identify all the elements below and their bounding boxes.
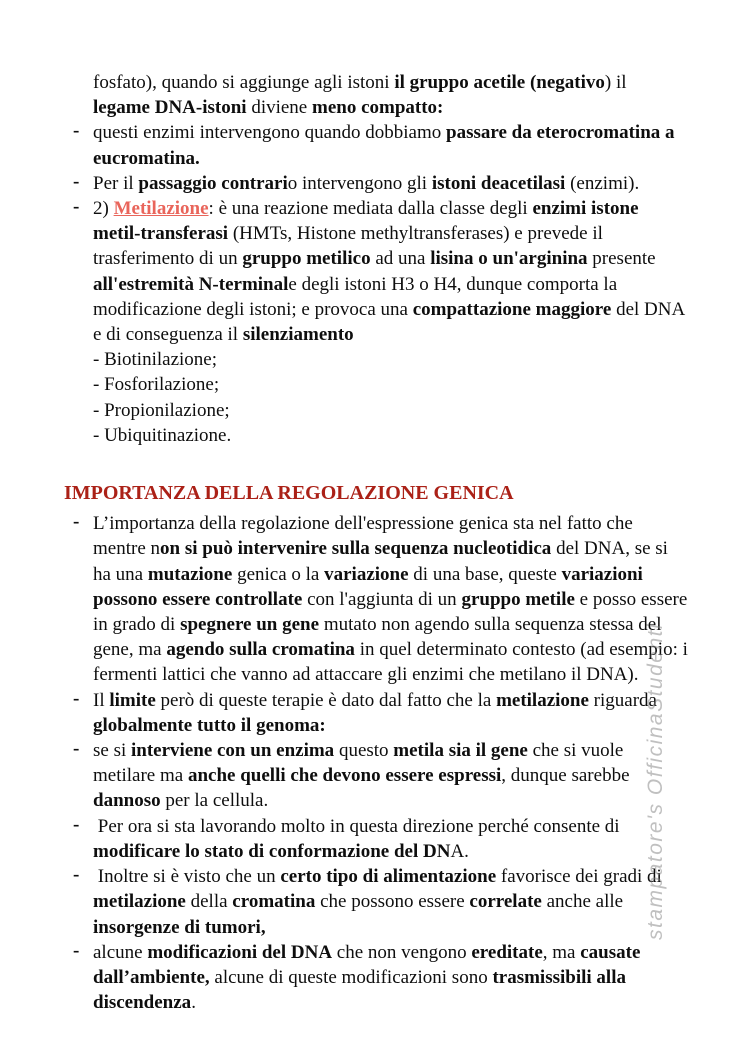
bullet-item xyxy=(64,940,688,1016)
sub-list-item xyxy=(64,423,688,448)
text-run: - Fosforilazione; xyxy=(93,374,220,396)
text-run: metila sia il gene xyxy=(393,740,528,762)
text-run: e posso essere in grado di xyxy=(93,588,688,636)
text-run: - Biotinilazione; xyxy=(93,349,218,371)
text-run: questi enzimi intervengono quando dobbiamo xyxy=(93,122,447,144)
text-run: anche quelli che devono essere espressi xyxy=(187,765,502,787)
bullet-item xyxy=(64,511,688,687)
bullet-item xyxy=(64,864,688,940)
text-run: correlate xyxy=(469,891,542,913)
text-run: istoni deacetilasi xyxy=(431,172,566,194)
bullet-dash-icon: - xyxy=(73,196,80,218)
text-run: anche alle xyxy=(541,891,624,913)
text-run: metilazione xyxy=(93,891,186,913)
text-run: Per il xyxy=(93,172,139,194)
text-run: genica o la xyxy=(232,563,325,585)
bullet-item xyxy=(64,814,688,864)
text-run: variazione xyxy=(324,563,409,585)
text-run: 2) xyxy=(93,198,114,220)
text-run: che possono essere xyxy=(315,891,470,913)
text-run: ad una xyxy=(370,248,431,270)
text-run: A. xyxy=(450,840,469,862)
bullet-item xyxy=(64,738,688,814)
text-run: compattazione maggiore xyxy=(412,298,612,320)
bullet-item xyxy=(64,171,688,196)
text-run: cromatina xyxy=(232,891,316,913)
text-run: però di queste terapie è dato dal fatto che la xyxy=(155,689,497,711)
bullet-item xyxy=(64,196,688,347)
bullet-dash-icon: - xyxy=(73,864,80,886)
text-run: questo xyxy=(334,740,394,762)
text-run: causate dall’ambiente, xyxy=(93,941,641,988)
text-run: fosfato), quando si aggiunge agli istoni xyxy=(93,72,395,93)
text-run: lisina o un'arginina xyxy=(430,248,588,270)
bullet-dash-icon: - xyxy=(73,511,80,533)
text-run: alcune di queste modificazioni sono xyxy=(209,966,493,988)
text-run: , ma xyxy=(542,941,581,963)
text-run: - Ubiquitinazione. xyxy=(93,424,232,446)
text-run: interviene con un enzima xyxy=(131,740,335,762)
text-run: Il xyxy=(93,689,110,711)
text-run: passare da eterocromatina a eucromatina. xyxy=(93,122,675,169)
sub-list-item xyxy=(64,398,688,423)
text-run: della xyxy=(185,891,233,913)
text-run: insorgenze di tumori, xyxy=(93,916,266,938)
text-run: con l'aggiunta di un xyxy=(302,588,462,610)
text-run: spegnere un gene xyxy=(180,614,320,636)
text-run: - Propionilazione; xyxy=(93,399,230,421)
text-run: per la cellula. xyxy=(160,790,269,812)
text-run: che si vuole metilare ma xyxy=(93,740,624,787)
bullet-dash-icon: - xyxy=(73,120,80,142)
text-run: il gruppo acetile (negativo xyxy=(394,72,605,93)
text-run: limite xyxy=(109,689,156,711)
text-run: mutato non agendo sulla sequenza stessa del gene, ma xyxy=(93,614,662,661)
text-run: o intervengono gli xyxy=(287,172,432,194)
text-run: alcune xyxy=(93,941,148,963)
bullet-dash-icon: - xyxy=(73,170,80,192)
text-run: : è una reazione mediata dalla classe degli xyxy=(208,198,533,220)
text-run: mutazione xyxy=(147,563,233,585)
text-run: in quel determinato contesto (ad esempio: i fermenti lattici che vanno ad attaccare gli enzimi che metilano il DNA). xyxy=(93,639,688,686)
text-run: silenziamento xyxy=(242,324,354,346)
text-run: meno compatto: xyxy=(312,97,444,119)
text-run: metilazione xyxy=(496,689,589,711)
text-run: (enzimi). xyxy=(565,172,640,194)
bullet-dash-icon: - xyxy=(73,813,80,835)
bullet-dash-icon: - xyxy=(73,738,80,760)
text-run: dannoso xyxy=(93,790,161,812)
text-run: ) il xyxy=(604,72,627,93)
text-run: agendo sulla cromatina xyxy=(166,639,355,661)
bullet-dash-icon: - xyxy=(73,939,80,961)
text-run: di una base, queste xyxy=(408,563,562,585)
text-run: all'estremità N-terminal xyxy=(93,273,289,295)
text-run: ereditate xyxy=(471,941,543,963)
text-run: . xyxy=(191,992,196,1014)
watermark: stampatore's OfficinaStudenti xyxy=(644,622,667,940)
text-run: modificazioni del DNA xyxy=(147,941,333,963)
text-run: passaggio contrari xyxy=(138,172,288,194)
text-run: variazioni possono essere controllate xyxy=(93,563,643,610)
text-run: Inoltre si è visto che un xyxy=(93,866,281,888)
bullet-item xyxy=(64,688,688,738)
text-run: del DNA e di conseguenza il xyxy=(93,298,685,346)
text-run: presente xyxy=(587,248,656,270)
sub-list-item xyxy=(64,347,688,372)
text-run: Per ora si sta lavorando molto in questa direzione perché consente di xyxy=(93,815,620,837)
text-run: modificare lo stato di conformazione del DN xyxy=(93,840,451,862)
text-run: diviene xyxy=(246,97,312,119)
text-run: che non vengono xyxy=(332,941,472,963)
text-run: globalmente tutto il genoma: xyxy=(93,714,326,736)
paragraph xyxy=(64,70,688,120)
text-run: trasmissibili alla discendenza xyxy=(93,966,626,1014)
text-run: L’importanza della regolazione dell'espressione genica sta nel fatto che mentre n xyxy=(93,513,633,560)
text-run: enzimi istone metil-transferasi xyxy=(93,198,639,245)
document-body xyxy=(64,70,688,1015)
text-run: gruppo metilico xyxy=(242,248,371,270)
bullet-dash-icon: - xyxy=(73,687,80,709)
sub-list-item xyxy=(64,372,688,397)
text-run: on si può intervenire sulla sequenza nucleotidica xyxy=(160,538,552,560)
metilazione-link[interactable]: Metilazione xyxy=(113,198,209,220)
text-run: riguarda xyxy=(588,689,657,711)
text-run: legame DNA-istoni xyxy=(93,97,247,119)
text-run: (HMTs, Histone methyltransferases) e prevede il trasferimento di un xyxy=(93,223,603,270)
text-run: certo tipo di alimentazione xyxy=(280,866,497,888)
bullet-item xyxy=(64,120,688,170)
text-run: , dunque sarebbe xyxy=(501,765,630,787)
section-heading: IMPORTANZA DELLA REGOLAZIONE GENICA xyxy=(64,482,514,505)
text-run: favorisce dei gradi di xyxy=(496,866,662,888)
text-run: e degli istoni H3 o H4, dunque comporta la modificazione degli istoni; e provoca una xyxy=(93,273,618,320)
text-run: del DNA, se si ha una xyxy=(93,538,668,585)
text-run: gruppo metile xyxy=(461,588,575,610)
text-run: se si xyxy=(93,740,131,762)
